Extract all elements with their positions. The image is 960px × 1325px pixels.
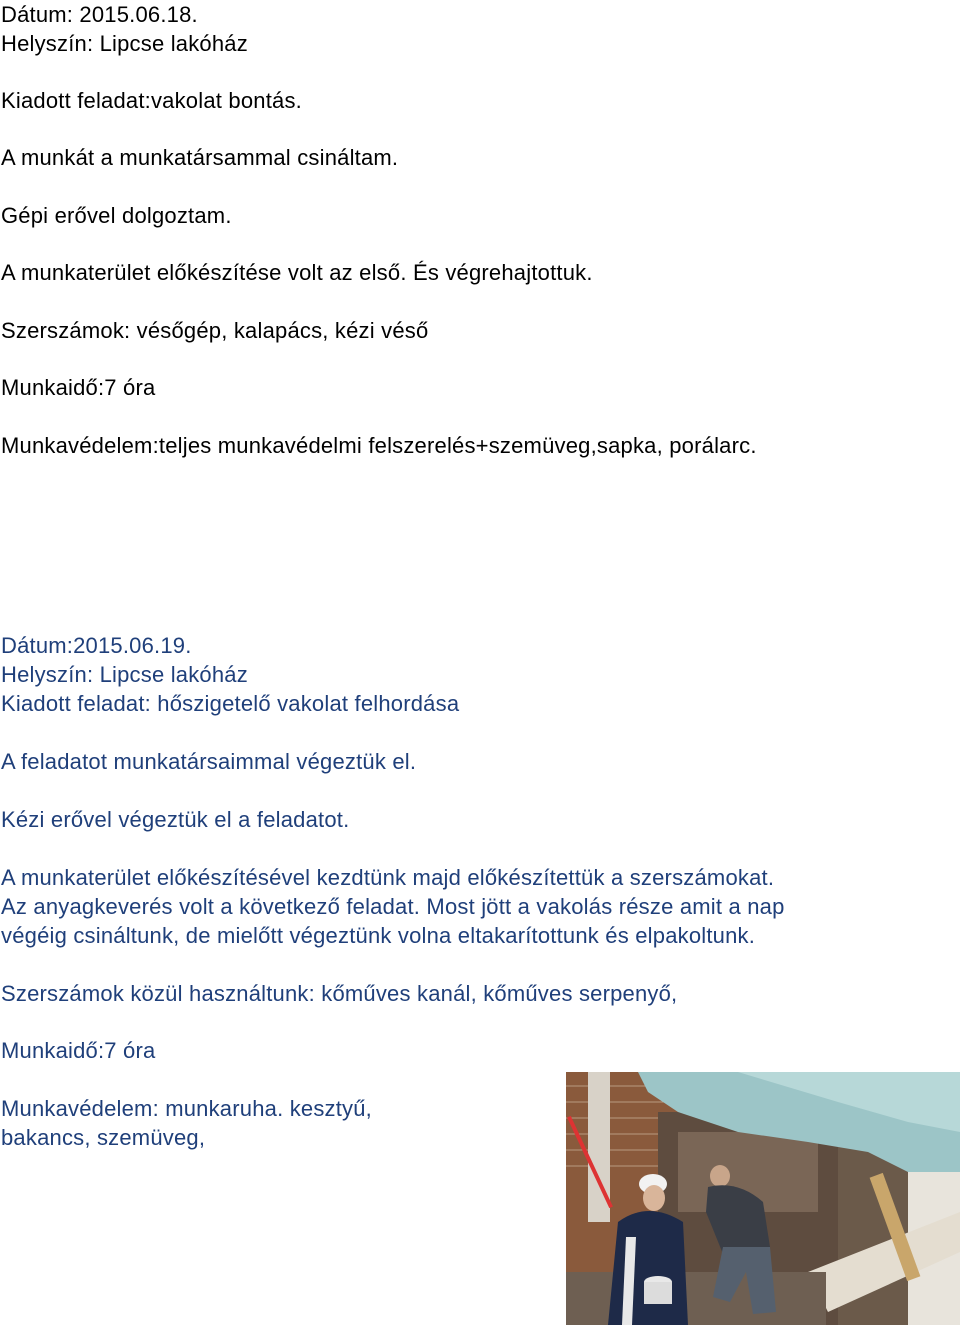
entry2-date: Dátum:2015.06.19. — [1, 633, 192, 658]
entry1-safety: Munkavédelem:teljes munkavédelmi felszerelés+szemüveg,sapka, porálarc. — [1, 433, 757, 458]
entry2-preparation-line-3: végéig csináltunk, de mielőtt végeztünk volna eltakarítottunk és elpakoltunk. — [1, 923, 756, 948]
entry1-tools: Szerszámok: vésőgép, kalapács, kézi véső — [1, 318, 429, 343]
entry2-location: Helyszín: Lipcse lakóház — [1, 662, 248, 687]
entry1-method: Gépi erővel dolgoztam. — [1, 203, 232, 228]
entry1-team: A munkát a munkatársammal csináltam. — [1, 145, 399, 170]
entry2-method: Kézi erővel végeztük el a feladatot. — [1, 807, 350, 832]
construction-photo — [508, 1072, 960, 1325]
entry1-location: Helyszín: Lipcse lakóház — [1, 31, 248, 56]
entry2-preparation-line-1: A munkaterület előkészítésével kezdtünk majd előkészítettük a szerszámokat. — [1, 865, 775, 890]
entry2-working-hours: Munkaidő:7 óra — [1, 1038, 156, 1063]
entry2-team: A feladatot munkatársaimmal végeztük el. — [1, 749, 417, 774]
entry1-task: Kiadott feladat:vakolat bontás. — [1, 88, 302, 113]
entry2-task: Kiadott feladat: hőszigetelő vakolat felhordása — [1, 691, 460, 716]
entry2-safety-line-1: Munkavédelem: munkaruha. kesztyű, — [1, 1096, 372, 1121]
entry2-tools: Szerszámok közül használtunk: kőműves kanál, kőműves serpenyő, — [1, 981, 678, 1006]
entry1-date: Dátum: 2015.06.18. — [1, 2, 198, 27]
entry2-preparation-line-2: Az anyagkeverés volt a következő feladat. Most jött a vakolás része amit a nap — [1, 894, 785, 919]
entry1-preparation: A munkaterület előkészítése volt az első. És végrehajtottuk. — [1, 260, 593, 285]
entry1-working-hours: Munkaidő:7 óra — [1, 375, 156, 400]
entry2-safety-line-2: bakancs, szemüveg, — [1, 1125, 206, 1150]
